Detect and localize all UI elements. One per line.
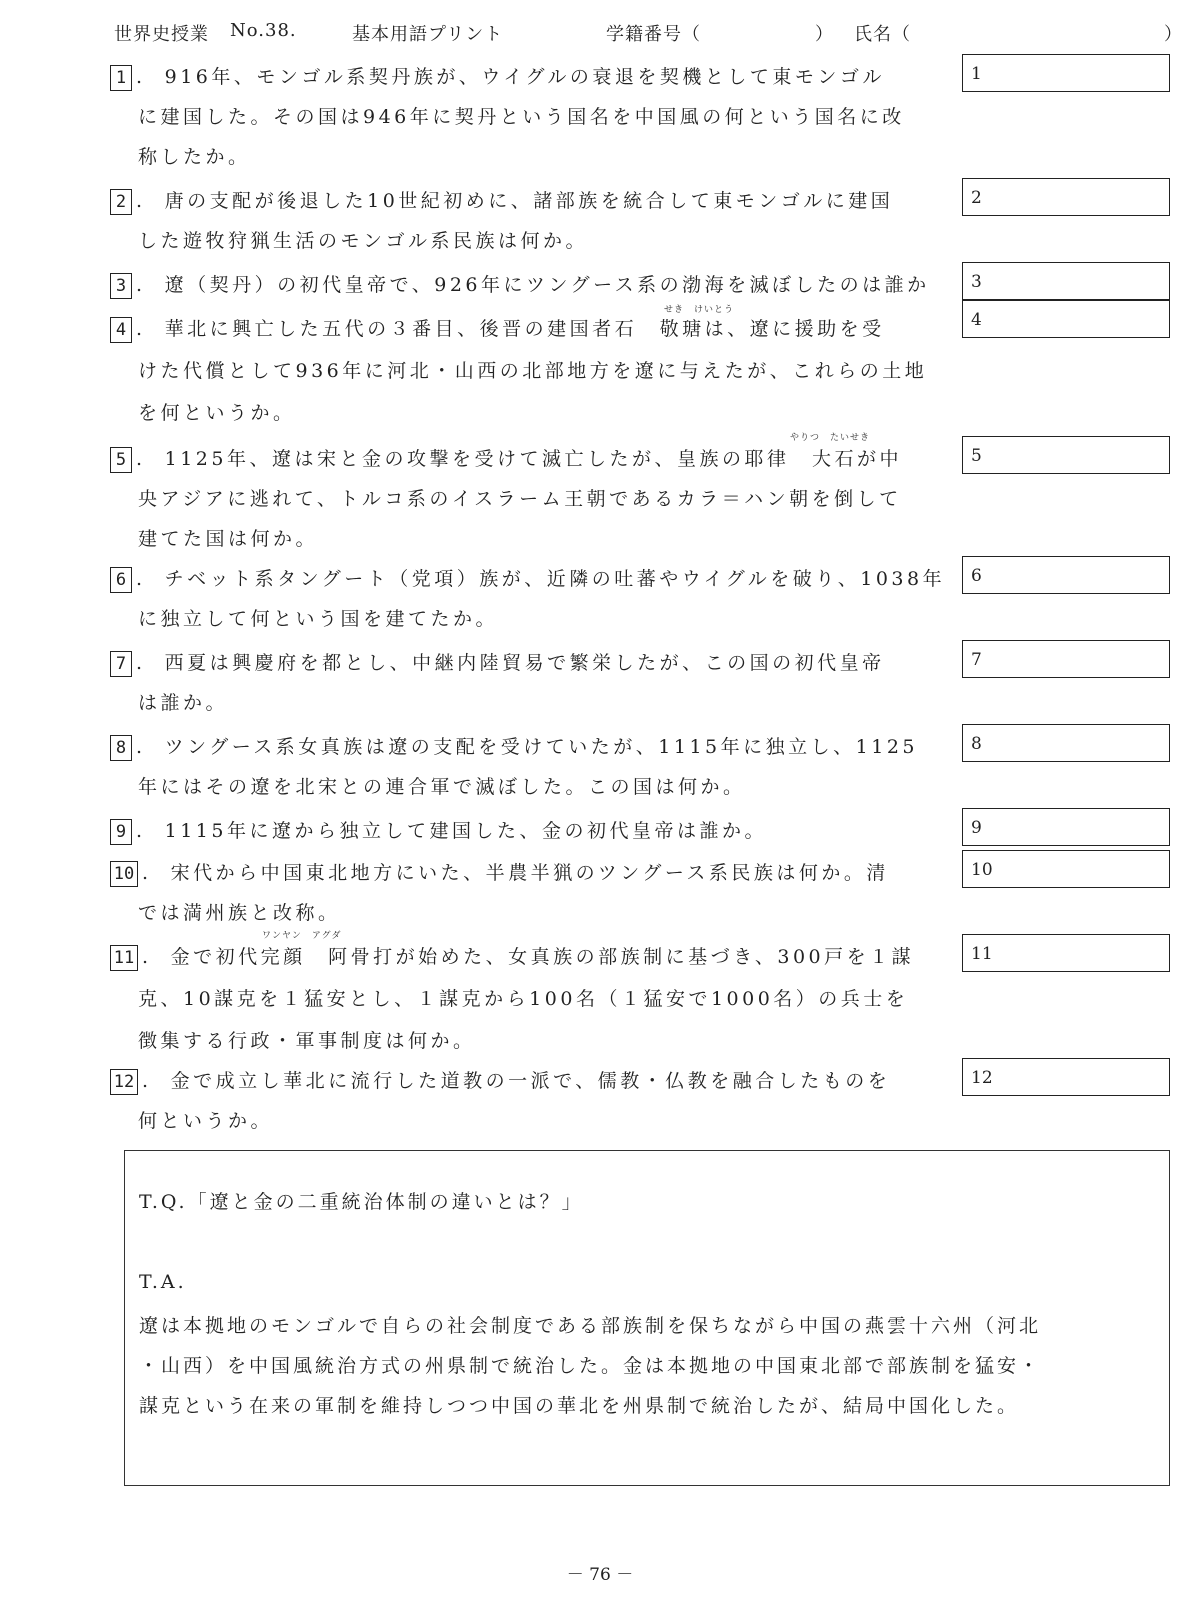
question-text: 何というか。: [138, 1110, 274, 1132]
answer-box-11[interactable]: 11: [962, 934, 1170, 972]
worksheet-header: [114, 20, 1183, 50]
question-text: は誰か。: [138, 692, 229, 714]
question-number: 6: [110, 567, 132, 593]
question-text: 金で初代完顔 阿骨打が始めた、女真族の部族制に基づき、300戸を１謀: [170, 946, 915, 968]
question-text: 唐の支配が後退した10世紀初めに、諸部族を統合して東モンゴルに建国: [164, 190, 894, 212]
furigana: やりつ たいせき: [790, 433, 871, 443]
name-close-paren: ）: [1164, 24, 1183, 45]
answer-box-8[interactable]: 8: [962, 724, 1170, 762]
question-number: 3: [110, 273, 132, 299]
print-number: No.38.: [230, 20, 297, 41]
thematic-answer-line: ・山西）を中国風統治方式の州県制で統治した。金は本拠地の中国東北部で部族制を猛安・: [139, 1355, 1042, 1377]
answer-box-3[interactable]: 3: [962, 262, 1170, 300]
answer-box-6[interactable]: 6: [962, 556, 1170, 594]
question-number: 4: [110, 317, 132, 343]
question-number: 2: [110, 189, 132, 215]
question-text: 916年、モンゴル系契丹族が、ウイグルの衰退を契機として東モンゴル: [164, 66, 885, 88]
student-id-field[interactable]: 学籍番号（ ）: [606, 24, 834, 45]
answer-box-12[interactable]: 12: [962, 1058, 1170, 1096]
question-text: 称したか。: [138, 146, 251, 168]
thematic-question-box: [124, 1150, 1170, 1486]
answer-box-1[interactable]: 1: [962, 54, 1170, 92]
thematic-answer-line: 遼は本拠地のモンゴルで自らの社会制度である部族制を保ちながら中国の燕雲十六州（河北: [139, 1315, 1042, 1337]
furigana: ワンヤン アグダ: [262, 931, 342, 941]
question-text: 年にはその遼を北宋との連合軍で滅ぼした。この国は何か。: [138, 776, 746, 798]
question-number: 5: [110, 447, 132, 473]
question-number: 8: [110, 735, 132, 761]
question-text: 華北に興亡した五代の３番目、後晋の建国者石 敬瑭は、遼に援助を受: [164, 318, 885, 340]
thematic-answer-label: T.A.: [139, 1271, 187, 1293]
thematic-question: T.Q.「遼と金の二重統治体制の違いとは？」: [139, 1191, 584, 1213]
question-text: に建国した。その国は946年に契丹という国名を中国風の何という国名に改: [138, 106, 905, 128]
question-text: けた代償として936年に河北・山西の北部地方を遼に与えたが、これらの土地: [138, 360, 928, 382]
question-text: 1125年、遼は宋と金の攻撃を受けて滅亡したが、皇族の耶律 大石が中: [164, 448, 902, 470]
page-number: － 76 －: [566, 1565, 634, 1585]
question-number: 11: [110, 945, 138, 971]
answer-box-4[interactable]: 4: [962, 300, 1170, 338]
answer-box-7[interactable]: 7: [962, 640, 1170, 678]
question-text: 克、10謀克を１猛安とし、１謀克から100名（１猛安で1000名）の兵士を: [138, 988, 909, 1010]
student-name-field[interactable]: 氏名（: [854, 24, 911, 45]
answer-box-5[interactable]: 5: [962, 436, 1170, 474]
answer-box-2[interactable]: 2: [962, 178, 1170, 216]
question-text: ツングース系女真族は遼の支配を受けていたが、1115年に独立し、1125: [164, 736, 919, 758]
answer-box-10[interactable]: 10: [962, 850, 1170, 888]
question-text: 宋代から中国東北地方にいた、半農半猟のツングース系民族は何か。清: [170, 862, 889, 884]
question-text: チベット系タングート（党項）族が、近隣の吐蕃やウイグルを破り、1038年: [164, 568, 946, 590]
print-title: 基本用語プリント: [352, 24, 504, 45]
question-text: 徴集する行政・軍事制度は何か。: [138, 1030, 476, 1052]
question-text: 央アジアに逃れて、トルコ系のイスラーム王朝であるカラ＝ハン朝を倒して: [138, 488, 902, 510]
course-name: 世界史授業: [114, 24, 209, 45]
question-number: 10: [110, 861, 138, 887]
question-text: 1115年に遼から独立して建国した、金の初代皇帝は誰か。: [164, 820, 767, 842]
thematic-answer-line: 謀克という在来の軍制を維持しつつ中国の華北を州県制で統治したが、結局中国化した。: [139, 1395, 1020, 1417]
answer-box-9[interactable]: 9: [962, 808, 1170, 846]
furigana: せき けいとう: [664, 305, 735, 315]
question-text: を何というか。: [138, 402, 296, 424]
question-text: に独立して何という国を建てたか。: [138, 608, 499, 630]
question-number: 9: [110, 819, 132, 845]
question-number: 1: [110, 65, 132, 91]
question-text: 西夏は興慶府を都とし、中継内陸貿易で繁栄したが、この国の初代皇帝: [164, 652, 885, 674]
question-text: では満州族と改称。: [138, 902, 341, 924]
question-text: 遼（契丹）の初代皇帝で、926年にツングース系の渤海を滅ぼしたのは誰か: [164, 274, 930, 296]
question-text: 金で成立し華北に流行した道教の一派で、儒教・仏教を融合したものを: [170, 1070, 891, 1092]
question-text: 建てた国は何か。: [138, 528, 319, 550]
question-number: 7: [110, 651, 132, 677]
worksheet-page: 世界史授業 No.38. 基本用語プリント 学籍番号（ ） 氏名（ ） 1 . 916年、モンゴル系契丹族が、ウイグルの衰退を契機として東モンゴル に建国した。その国は946年に契丹という国名を中国風の何という国名に改 称したか。 1 2 . 唐の支配が後退した10世紀初めに、諸部族を統合して東モンゴルに建国 した遊牧狩猟生活のモンゴル系民族は何か。 2 3 . 遼（契丹）の初代皇帝で、926年にツングース系の渤海を滅ぼしたのは誰か 3 せき けいとう 4 . 華北に興亡した五代の３番目、後晋の建国者石 敬瑭は、遼に援助を受 けた代償として936年に河北・山西の北部地方を遼に与えたが、これらの土地 を何というか。 4 やりつ たいせき 5 . 1125年、遼は宋と金の攻撃を受けて滅亡したが、皇族の耶律 大石が中 央アジアに逃れて、トルコ系のイスラーム王朝であるカラ＝ハン朝を倒して 建てた国は何か。 5 6 . チベット系タングート（党項）族が、近隣の吐蕃やウイグルを破り、1038年 に独立して何という国を建てたか。 6 7 . 西夏は興慶府を都とし、中継内陸貿易で繁栄したが、この国の初代皇帝 は誰か。 7 8 . ツングース系女真族は遼の支配を受けていたが、1115年に独立し、1125 年にはその遼を北宋との連合軍で滅ぼした。この国は何か。 8 9 . 1115年に遼から独立して建国した、金の初代皇帝は誰か。 9 10 . 宋代から中国東北地方にいた、半農半猟のツングース系民族は何か。清 では満州族と改称。 10 ワンヤン アグダ 11 . 金で初代完顔 阿骨打が始めた、女真族の部族制に基づき、300戸を１謀 克、10謀克を１猛安とし、１謀克から100名（１猛安で1000名）の兵士を 徴集する行政・軍事制度は何か。 11 12 . 金で成立し華北に流行した道教の一派で、儒教・仏教を融合したものを 何というか。 12 T.Q.「遼と金の二重統治体制の違いとは？」 T.A. 遼は本拠地のモンゴルで自らの社会制度である部族制を保ちながら中国の燕雲十六州（河北 ・山西）を中国風統治方式の州県制で統治した。金は本拠地の中国東北部で部族制を猛安・ 謀克という在来の軍制を維持しつつ中国の華北を州県制で統治したが、結局中国化した。 － 76 －: [0, 0, 1200, 1600]
question-number: 12: [110, 1069, 138, 1095]
question-text: した遊牧狩猟生活のモンゴル系民族は何か。: [138, 230, 589, 252]
